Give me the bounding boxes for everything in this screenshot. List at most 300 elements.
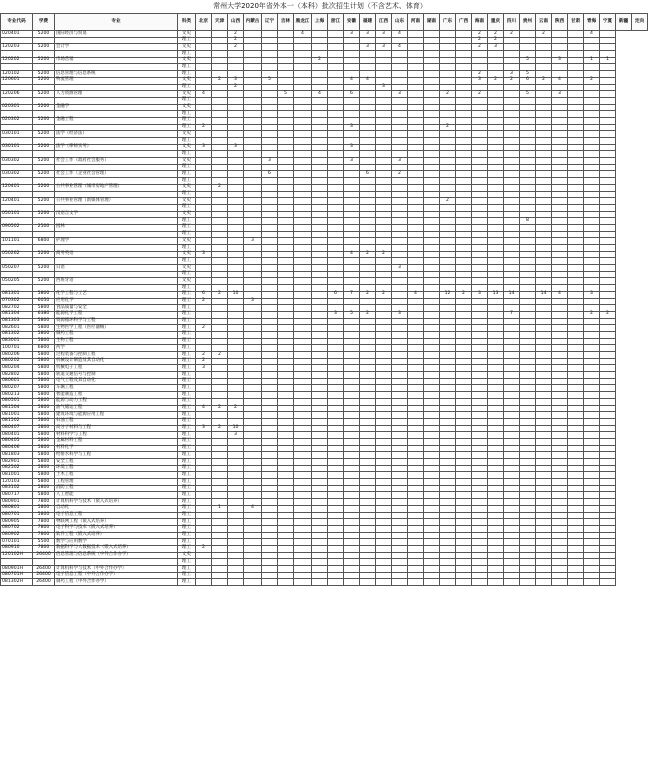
- quota-cell: [552, 245, 568, 252]
- quota-cell: [344, 104, 360, 111]
- quota-cell: [312, 566, 328, 573]
- quota-cell: [600, 465, 616, 472]
- quota-cell: [600, 559, 616, 566]
- major-name-cell: 金融学: [55, 104, 178, 111]
- quota-cell: [472, 352, 488, 359]
- quota-cell: [312, 331, 328, 338]
- quota-cell: [312, 64, 328, 71]
- quota-cell: [228, 331, 244, 338]
- quota-cell: [328, 432, 344, 439]
- quota-cell: [196, 445, 212, 452]
- quota-cell: [536, 44, 552, 51]
- column-header: 海南: [472, 14, 488, 31]
- quota-cell: [360, 465, 376, 472]
- quota-cell: [392, 438, 408, 445]
- quota-cell: [196, 31, 212, 38]
- quota-cell: [440, 151, 456, 158]
- quota-cell: 5: [262, 77, 278, 84]
- quota-cell: [488, 492, 504, 499]
- quota-cell: [328, 51, 344, 58]
- column-header: 四川: [504, 14, 520, 31]
- quota-cell: [504, 51, 520, 58]
- quota-cell: [584, 465, 600, 472]
- quota-cell: 14: [536, 291, 552, 298]
- quota-cell: [228, 519, 244, 526]
- quota-cell: [328, 552, 344, 559]
- quota-cell: [228, 465, 244, 472]
- quota-cell: [520, 144, 536, 151]
- quota-cell: [196, 151, 212, 158]
- quota-cell: [360, 525, 376, 532]
- quota-cell: [568, 305, 584, 312]
- major-name-cell: 会计学: [55, 44, 178, 51]
- quota-cell: [472, 378, 488, 385]
- major-code-cell: 050207: [1, 265, 33, 272]
- quota-cell: [504, 64, 520, 71]
- quota-cell: [536, 198, 552, 205]
- quota-cell: [278, 278, 294, 285]
- quota-cell: [424, 412, 440, 419]
- quota-cell: [520, 184, 536, 191]
- quota-cell: [244, 425, 262, 432]
- major-name-cell: 高分子材料与工程: [55, 425, 178, 432]
- quota-cell: [584, 124, 600, 131]
- quota-cell: 2: [196, 545, 212, 552]
- major-name-cell: 油气储运工程: [55, 405, 178, 412]
- quota-cell: [328, 44, 344, 51]
- quota-cell: [212, 365, 228, 372]
- table-row: [1, 64, 648, 71]
- quota-cell: [504, 258, 520, 265]
- quota-cell: [424, 151, 440, 158]
- quota-cell: [262, 539, 278, 546]
- quota-cell: [328, 218, 344, 225]
- quota-cell: [424, 218, 440, 225]
- table-row: [1, 512, 648, 519]
- tuition-cell: [33, 191, 55, 198]
- quota-cell: [312, 37, 328, 44]
- quota-cell: [196, 525, 212, 532]
- quota-cell: [244, 352, 262, 359]
- quota-cell: [344, 331, 360, 338]
- quota-cell: [262, 184, 278, 191]
- quota-cell: [552, 131, 568, 138]
- quota-cell: [536, 211, 552, 218]
- quota-cell: [278, 285, 294, 292]
- quota-cell: [262, 138, 278, 145]
- major-name-cell: 材料化学: [55, 445, 178, 452]
- quota-cell: [262, 452, 278, 459]
- quota-cell: [244, 432, 262, 439]
- quota-cell: [568, 37, 584, 44]
- quota-cell: [360, 552, 376, 559]
- quota-cell: [552, 465, 568, 472]
- quota-cell: [196, 44, 212, 51]
- quota-cell: [568, 545, 584, 552]
- quota-cell: [262, 385, 278, 392]
- quota-cell: [196, 77, 212, 84]
- quota-cell: [600, 164, 616, 171]
- quota-cell: [424, 57, 440, 64]
- quota-cell: [440, 77, 456, 84]
- quota-cell: [294, 512, 312, 519]
- quota-cell: [440, 37, 456, 44]
- quota-cell: [376, 472, 392, 479]
- track-cell: 理工: [178, 285, 196, 292]
- quota-cell: [328, 372, 344, 379]
- quota-cell: [536, 539, 552, 546]
- quota-cell: [328, 251, 344, 258]
- quota-cell: [278, 191, 294, 198]
- quota-cell: [504, 358, 520, 365]
- quota-cell: [456, 512, 472, 519]
- quota-cell: [344, 131, 360, 138]
- quota-cell: [196, 191, 212, 198]
- quota-cell: [312, 211, 328, 218]
- quota-cell: [294, 352, 312, 359]
- quota-cell: [344, 418, 360, 425]
- quota-cell: [472, 211, 488, 218]
- quota-cell: [294, 325, 312, 332]
- quota-cell: [472, 104, 488, 111]
- quota-cell: [294, 231, 312, 238]
- quota-cell: [244, 512, 262, 519]
- quota-cell: [584, 499, 600, 506]
- quota-cell: [552, 64, 568, 71]
- quota-cell: [408, 251, 424, 258]
- quota-cell: [408, 485, 424, 492]
- quota-cell: [584, 271, 600, 278]
- track-cell: 理工: [178, 51, 196, 58]
- quota-cell: [584, 412, 600, 419]
- quota-cell: [392, 278, 408, 285]
- quota-cell: [294, 265, 312, 272]
- quota-cell: [228, 479, 244, 486]
- quota-cell: [536, 385, 552, 392]
- quota-cell: [196, 198, 212, 205]
- quota-cell: [228, 358, 244, 365]
- quota-cell: [456, 51, 472, 58]
- major-name-cell: 市场营销: [55, 57, 178, 64]
- major-name-cell: 数据科学与大数据技术（嵌入式培养）: [55, 545, 178, 552]
- quota-cell: [408, 465, 424, 472]
- quota-cell: [376, 432, 392, 439]
- quota-cell: [244, 191, 262, 198]
- quota-cell: [520, 251, 536, 258]
- quota-cell: [504, 412, 520, 419]
- quota-cell: [344, 552, 360, 559]
- quota-cell: [488, 245, 504, 252]
- major-name-cell: [55, 37, 178, 44]
- quota-cell: [424, 97, 440, 104]
- quota-cell: [504, 385, 520, 392]
- quota-cell: [228, 151, 244, 158]
- quota-cell: [568, 445, 584, 452]
- quota-cell: [456, 438, 472, 445]
- quota-cell: [278, 572, 294, 579]
- quota-cell: [328, 512, 344, 519]
- quota-cell: [552, 151, 568, 158]
- quota-cell: [228, 559, 244, 566]
- quota-cell: [440, 204, 456, 211]
- track-cell: 文史: [178, 44, 196, 51]
- quota-cell: [584, 345, 600, 352]
- quota-cell: [504, 372, 520, 379]
- quota-cell: [392, 151, 408, 158]
- quota-cell: [294, 51, 312, 58]
- quota-cell: [376, 338, 392, 345]
- quota-cell: [504, 398, 520, 405]
- column-header: 陕西: [552, 14, 568, 31]
- quota-cell: [600, 104, 616, 111]
- track-cell: 理工: [178, 258, 196, 265]
- quota-cell: [244, 472, 262, 479]
- quota-cell: [228, 164, 244, 171]
- table-row: [1, 238, 648, 245]
- quota-cell: [472, 331, 488, 338]
- quota-cell: [488, 151, 504, 158]
- quota-cell: [360, 84, 376, 91]
- quota-cell: [520, 352, 536, 359]
- quota-cell: [212, 432, 228, 439]
- quota-cell: [456, 412, 472, 419]
- quota-cell: [568, 338, 584, 345]
- quota-cell: [552, 512, 568, 519]
- table-row: [1, 57, 648, 64]
- quota-cell: [312, 572, 328, 579]
- quota-cell: [424, 138, 440, 145]
- quota-cell: [328, 31, 344, 38]
- quota-cell: [312, 425, 328, 432]
- quota-cell: [212, 251, 228, 258]
- quota-cell: [440, 325, 456, 332]
- quota-cell: [212, 158, 228, 165]
- column-header: 内蒙古: [244, 14, 262, 31]
- quota-cell: [408, 459, 424, 466]
- quota-cell: [520, 211, 536, 218]
- quota-cell: [196, 97, 212, 104]
- quota-cell: 4: [552, 77, 568, 84]
- table-row: [1, 345, 648, 352]
- quota-cell: [456, 405, 472, 412]
- quota-cell: [584, 432, 600, 439]
- quota-cell: [600, 378, 616, 385]
- quota-cell: [344, 392, 360, 399]
- quota-cell: [312, 459, 328, 466]
- quota-cell: [392, 97, 408, 104]
- quota-cell: [312, 345, 328, 352]
- quota-cell: [424, 352, 440, 359]
- quota-cell: [392, 84, 408, 91]
- quota-cell: [392, 51, 408, 58]
- quota-cell: [504, 418, 520, 425]
- quota-cell: [376, 191, 392, 198]
- quota-cell: [600, 77, 616, 84]
- quota-cell: [212, 485, 228, 492]
- quota-cell: [244, 231, 262, 238]
- quota-cell: [552, 37, 568, 44]
- quota-cell: [440, 171, 456, 178]
- quota-cell: [600, 579, 616, 586]
- quota-cell: [328, 164, 344, 171]
- quota-cell: [568, 97, 584, 104]
- major-name-cell: 数学与应用数学: [55, 539, 178, 546]
- quota-cell: [294, 331, 312, 338]
- quota-cell: [262, 505, 278, 512]
- quota-cell: [520, 238, 536, 245]
- quota-cell: [376, 258, 392, 265]
- quota-cell: [440, 532, 456, 539]
- quota-cell: [456, 572, 472, 579]
- track-cell: 理工: [178, 298, 196, 305]
- table-row: [1, 398, 648, 405]
- quota-cell: 4: [584, 31, 600, 38]
- quota-cell: [278, 352, 294, 359]
- quota-cell: [584, 425, 600, 432]
- quota-cell: [472, 438, 488, 445]
- major-code-cell: 080407: [1, 425, 33, 432]
- quota-cell: [584, 204, 600, 211]
- quota-cell: [328, 271, 344, 278]
- quota-cell: [456, 479, 472, 486]
- table-row: [1, 445, 648, 452]
- quota-cell: [488, 204, 504, 211]
- quota-cell: [408, 71, 424, 78]
- quota-cell: [196, 485, 212, 492]
- quota-cell: [408, 445, 424, 452]
- quota-cell: [312, 352, 328, 359]
- track-cell: 理工: [178, 84, 196, 91]
- tuition-cell: 5800: [33, 338, 55, 345]
- quota-cell: [424, 392, 440, 399]
- quota-cell: [520, 438, 536, 445]
- major-name-cell: 制药工程（中外合作办学）: [55, 579, 178, 586]
- major-name-cell: [55, 218, 178, 225]
- quota-cell: [536, 224, 552, 231]
- quota-cell: [504, 566, 520, 573]
- quota-cell: [424, 579, 440, 586]
- quota-cell: [504, 318, 520, 325]
- quota-cell: [456, 385, 472, 392]
- quota-cell: [360, 191, 376, 198]
- quota-cell: 13: [488, 291, 504, 298]
- quota-cell: [328, 572, 344, 579]
- quota-cell: [278, 251, 294, 258]
- table-row: [1, 499, 648, 506]
- major-code-cell: 120102H: [1, 552, 33, 559]
- quota-cell: [504, 338, 520, 345]
- quota-cell: [536, 352, 552, 359]
- quota-cell: [536, 258, 552, 265]
- track-cell: 理工: [178, 472, 196, 479]
- quota-cell: [312, 398, 328, 405]
- quota-cell: [536, 452, 552, 459]
- quota-cell: [440, 178, 456, 185]
- tuition-cell: 5800: [33, 392, 55, 399]
- quota-cell: [520, 392, 536, 399]
- quota-cell: [568, 298, 584, 305]
- quota-cell: [456, 331, 472, 338]
- quota-cell: [360, 158, 376, 165]
- quota-cell: [360, 204, 376, 211]
- tuition-cell: 7800: [33, 499, 55, 506]
- quota-cell: [278, 545, 294, 552]
- quota-cell: [408, 238, 424, 245]
- quota-cell: [312, 204, 328, 211]
- quota-cell: [536, 111, 552, 118]
- column-header: 安徽: [344, 14, 360, 31]
- quota-cell: [552, 318, 568, 325]
- quota-cell: [424, 258, 440, 265]
- quota-cell: [328, 539, 344, 546]
- quota-cell: [344, 178, 360, 185]
- quota-cell: [328, 224, 344, 231]
- quota-cell: [568, 77, 584, 84]
- quota-cell: [584, 171, 600, 178]
- quota-cell: [568, 532, 584, 539]
- quota-cell: [520, 291, 536, 298]
- quota-cell: [424, 345, 440, 352]
- quota-cell: [328, 325, 344, 332]
- quota-cell: [408, 552, 424, 559]
- quota-cell: [552, 231, 568, 238]
- quota-cell: 4: [392, 31, 408, 38]
- quota-cell: [568, 104, 584, 111]
- quota-cell: [456, 505, 472, 512]
- quota-cell: [568, 452, 584, 459]
- quota-cell: [328, 358, 344, 365]
- quota-cell: [472, 552, 488, 559]
- quota-cell: [600, 572, 616, 579]
- quota-cell: [244, 559, 262, 566]
- quota-cell: [488, 238, 504, 245]
- quota-cell: [536, 566, 552, 573]
- table-row: [1, 44, 648, 51]
- quota-cell: 3: [244, 298, 262, 305]
- quota-cell: [196, 131, 212, 138]
- quota-cell: [408, 579, 424, 586]
- tuition-cell: [33, 164, 55, 171]
- quota-cell: [278, 532, 294, 539]
- tuition-cell: 5800: [33, 372, 55, 379]
- quota-cell: [600, 352, 616, 359]
- quota-cell: [440, 191, 456, 198]
- quota-cell: [392, 71, 408, 78]
- quota-cell: [488, 104, 504, 111]
- quota-cell: [278, 211, 294, 218]
- major-code-cell: 120202: [1, 57, 33, 64]
- quota-cell: 6: [520, 77, 536, 84]
- quota-cell: [376, 71, 392, 78]
- quota-cell: [536, 479, 552, 486]
- quota-cell: [262, 64, 278, 71]
- quota-cell: [408, 271, 424, 278]
- quota-cell: [488, 138, 504, 145]
- quota-cell: [600, 265, 616, 272]
- quota-cell: [228, 191, 244, 198]
- quota-cell: [552, 258, 568, 265]
- quota-cell: 3: [376, 84, 392, 91]
- tuition-cell: 5800: [33, 459, 55, 466]
- quota-cell: [294, 479, 312, 486]
- quota-cell: [262, 499, 278, 506]
- quota-cell: [244, 539, 262, 546]
- quota-cell: 4: [344, 251, 360, 258]
- quota-cell: [376, 378, 392, 385]
- quota-cell: [294, 452, 312, 459]
- tuition-cell: 5200: [33, 77, 55, 84]
- tuition-cell: 26400: [33, 566, 55, 573]
